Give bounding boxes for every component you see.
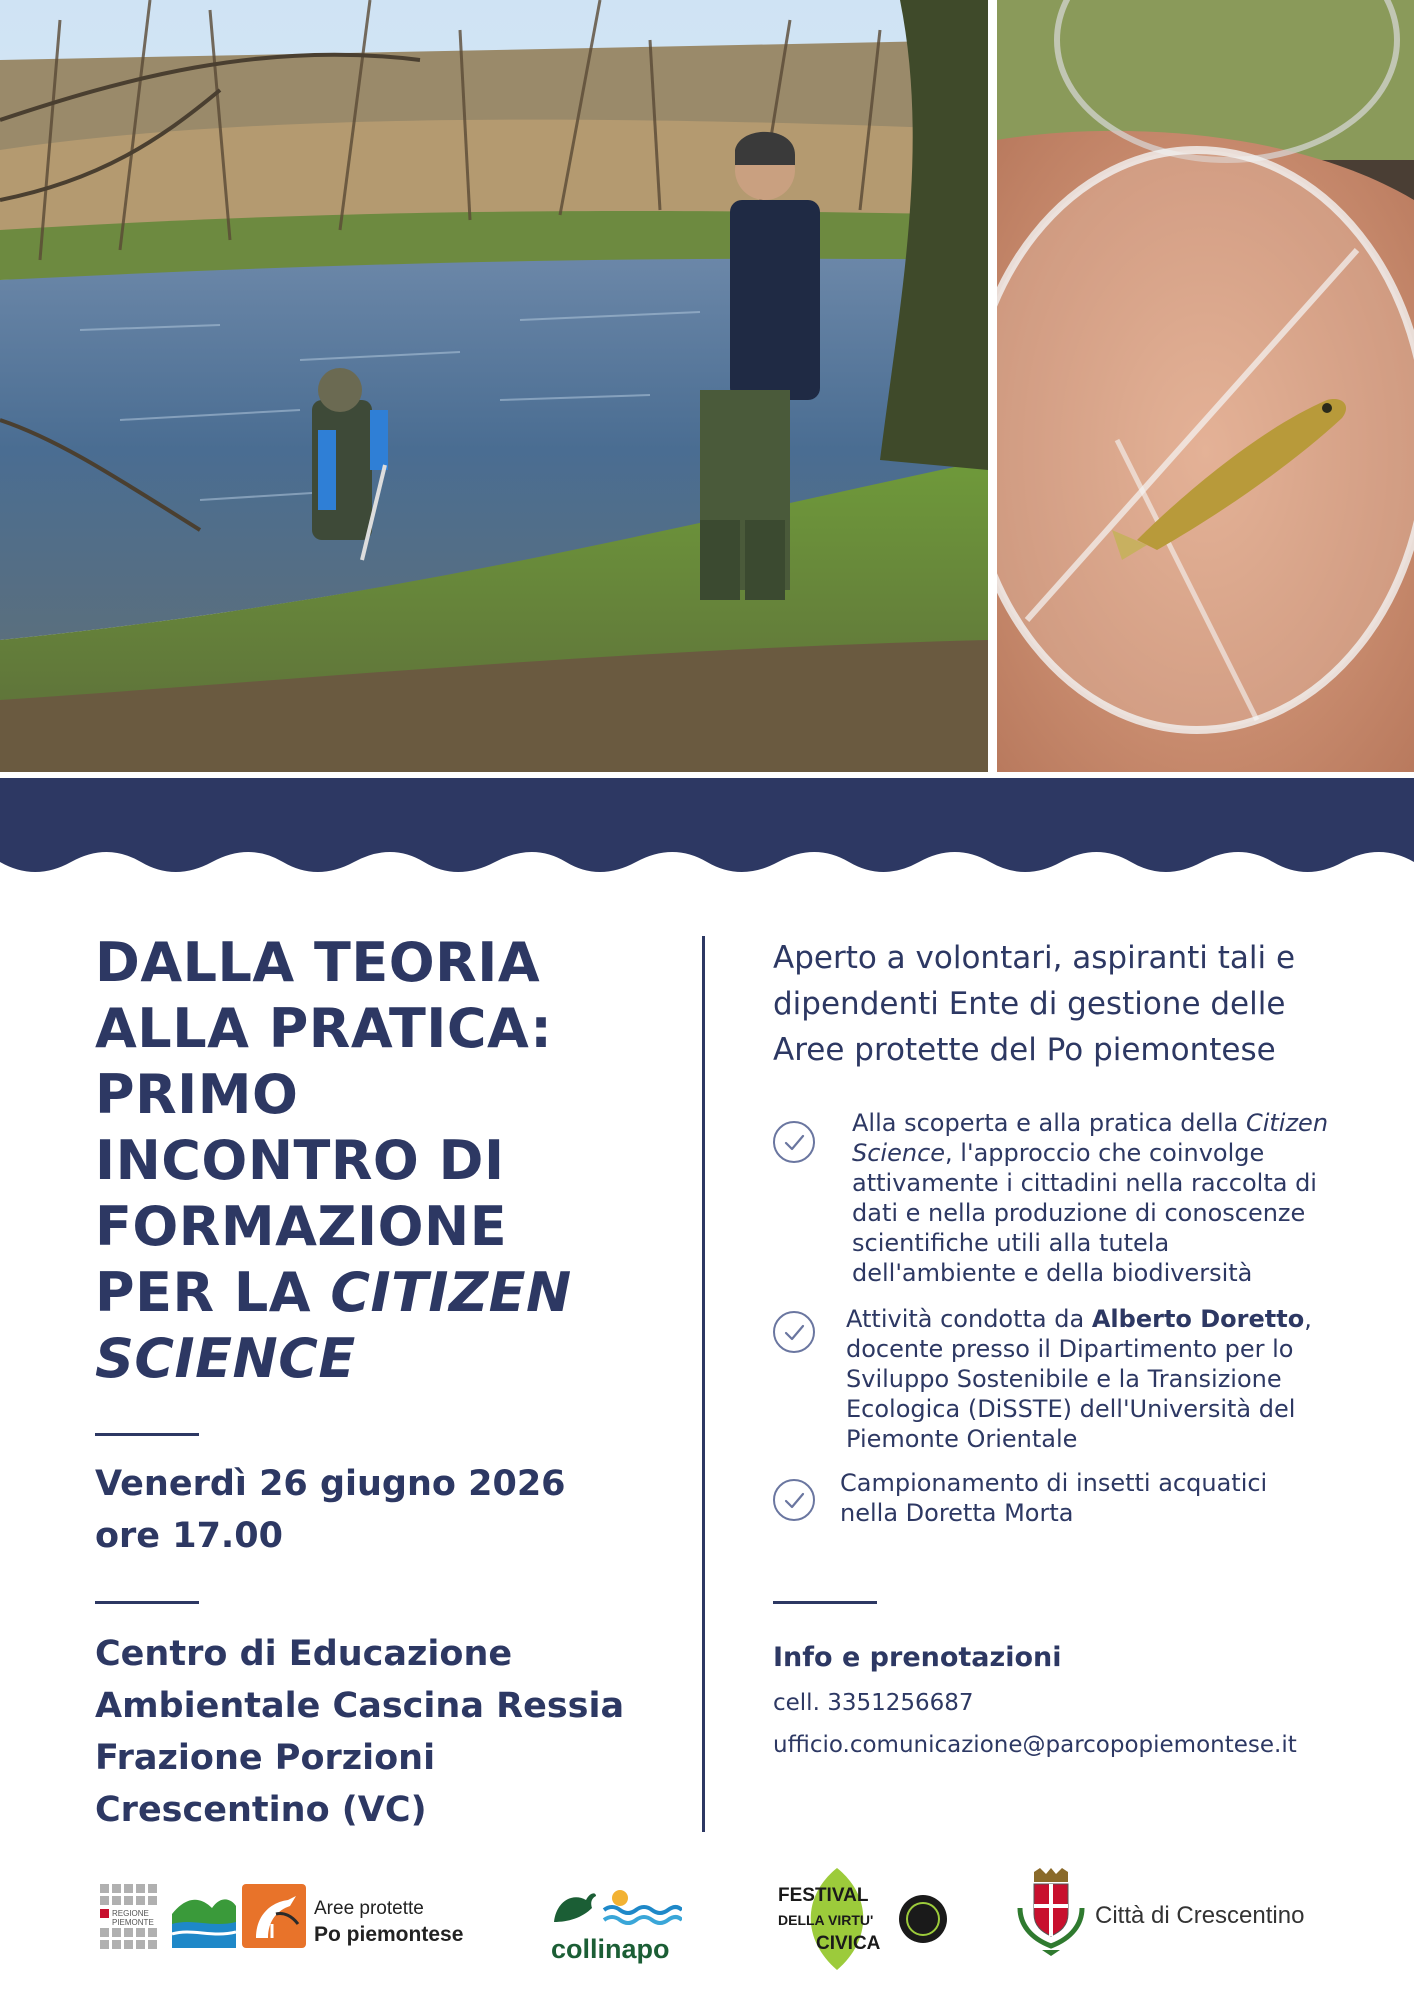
divider-rule <box>95 1433 199 1436</box>
item-line: attivamente i cittadini nella raccolta di <box>852 1169 1317 1197</box>
item-italic: Citizen <box>1245 1109 1329 1137</box>
item-line: Attività condotta da <box>846 1305 1092 1333</box>
festival-label: FESTIVAL DELLA VIRTU' CIVICA <box>778 1885 881 1954</box>
item-italic: Science <box>852 1139 946 1167</box>
divider-rule <box>773 1601 877 1604</box>
event-date: Venerdì 26 giugno 2026 <box>95 1464 566 1504</box>
item-line: dati e nella produzione di conoscenze <box>852 1199 1306 1227</box>
event-title <box>95 930 655 1392</box>
title-italic: SCIENCE <box>95 1327 356 1390</box>
regione-piemonte-label: REGIONE PIEMONTE <box>112 1909 154 1927</box>
river-landscape-icon <box>172 1884 236 1948</box>
crescentino-coat-of-arms-icon <box>1016 1868 1086 1958</box>
item-line: Ecologica (DiSSTE) dell'Università del <box>846 1395 1296 1423</box>
audience-line: Aree protette del Po piemontese <box>773 1032 1276 1068</box>
title-italic: CITIZEN <box>330 1261 572 1324</box>
title-line: PER LA <box>95 1261 331 1324</box>
location-line: Centro di Educazione <box>95 1634 513 1674</box>
info-email[interactable]: ufficio.comunicazione@parcopopiemontese.it <box>773 1732 1297 1758</box>
item-line: Sviluppo Sostenibile e la Transizione <box>846 1365 1282 1393</box>
partner-logos <box>0 1860 1414 2000</box>
festival-badge-icon <box>898 1894 948 1944</box>
location-line: Frazione Porzioni <box>95 1738 436 1778</box>
title-line: DALLA TEORIA <box>95 931 541 994</box>
wave-band <box>0 778 1414 878</box>
item-line: docente presso il Dipartimento per lo <box>846 1335 1294 1363</box>
check-circle-icon <box>772 1120 816 1164</box>
check-circle-icon <box>772 1478 816 1522</box>
aree-protette-label: Aree protette Po piemontese <box>314 1898 464 1946</box>
divider-rule <box>95 1601 199 1604</box>
header-photos <box>0 0 1414 772</box>
heron-icon <box>242 1884 306 1948</box>
audience-line: Aperto a volontari, aspiranti tali e <box>773 940 1296 976</box>
location-line: Ambientale Cascina Ressia <box>95 1686 625 1726</box>
item-line: nella Doretta Morta <box>840 1499 1074 1527</box>
speaker-name: Alberto Doretto <box>1091 1305 1305 1333</box>
item-line: Alla scoperta e alla pratica della <box>852 1109 1246 1137</box>
title-line: INCONTRO DI <box>95 1129 505 1192</box>
feature-item-text <box>846 1304 1312 1454</box>
event-time: ore 17.00 <box>95 1516 283 1556</box>
river-sampling-photo <box>0 0 988 772</box>
audience-line: dipendenti Ente di gestione delle <box>773 986 1286 1022</box>
info-title: Info e prenotazioni <box>773 1642 1062 1673</box>
feature-item-text <box>840 1468 1267 1528</box>
event-date-time <box>95 1458 566 1562</box>
collinapo-label: collinapo <box>551 1934 670 1964</box>
fish-petri-dish-photo <box>997 0 1414 772</box>
feature-item-text <box>852 1108 1328 1288</box>
item-line: scientifiche utili alla tutela <box>852 1229 1170 1257</box>
item-line: dell'ambiente e della biodiversità <box>852 1259 1253 1287</box>
check-circle-icon <box>772 1310 816 1354</box>
audience-text <box>773 935 1313 1073</box>
collinapo-logo <box>552 1882 682 1932</box>
info-phone[interactable]: cell. 3351256687 <box>773 1690 974 1716</box>
location-line: Crescentino (VC) <box>95 1790 427 1830</box>
crescentino-label: Città di Crescentino <box>1095 1902 1305 1929</box>
item-line: , <box>1304 1305 1312 1333</box>
event-location <box>95 1628 624 1836</box>
title-line: PRIMO <box>95 1063 299 1126</box>
title-line: ALLA PRATICA: <box>95 997 553 1060</box>
item-line: Campionamento di insetti acquatici <box>840 1469 1268 1497</box>
item-line: , l'approccio che coinvolge <box>945 1139 1265 1167</box>
column-divider <box>702 936 705 1832</box>
title-line: FORMAZIONE <box>95 1195 508 1258</box>
item-line: Piemonte Orientale <box>846 1425 1078 1453</box>
